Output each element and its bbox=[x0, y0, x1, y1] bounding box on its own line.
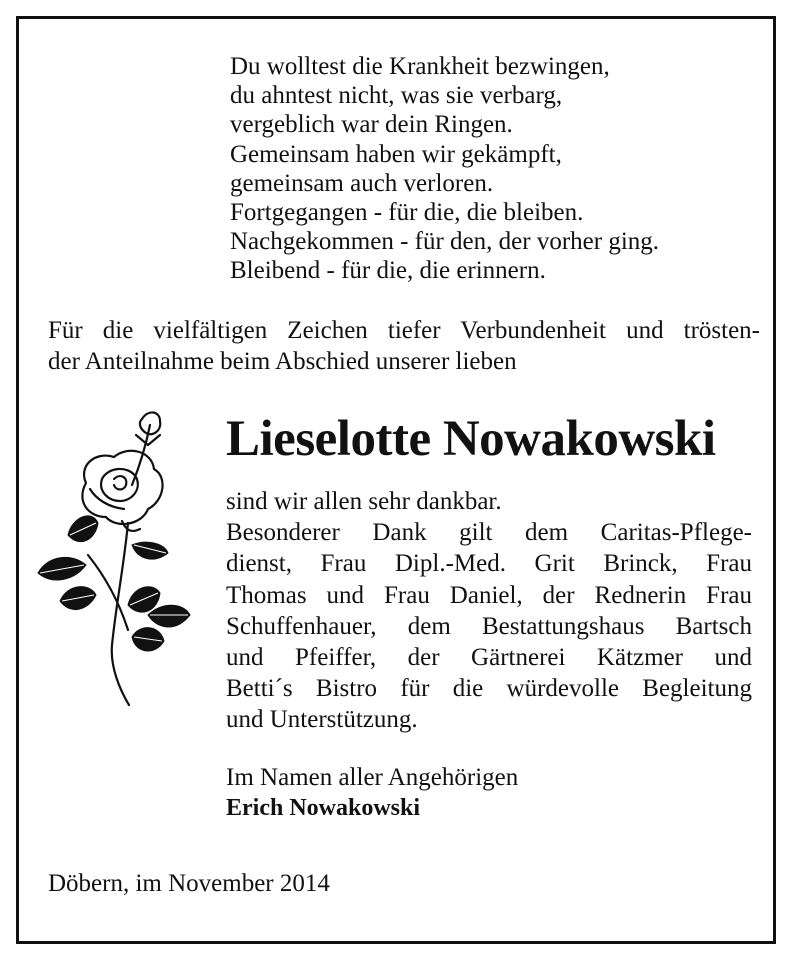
place-date: Döbern, im November 2014 bbox=[48, 870, 330, 897]
thanks-line: Thomas und Frau Daniel, der Rednerin Frau bbox=[226, 581, 752, 609]
rose-stem bbox=[112, 523, 129, 705]
poem-line: Bleibend - für die, die erinnern. bbox=[230, 257, 546, 285]
poem-line: Fortgegangen - für die, die bleiben. bbox=[230, 199, 584, 227]
thanks-line: dienst, Frau Dipl.-Med. Grit Brinck, Frau bbox=[226, 550, 752, 578]
rose-illustration bbox=[28, 405, 198, 715]
poem-line: Nachgekommen - für den, der vorher ging. bbox=[230, 228, 660, 256]
poem-line: vergeblich war dein Ringen. bbox=[230, 111, 513, 139]
rose-leaf bbox=[132, 542, 168, 559]
rose-leaf bbox=[148, 605, 190, 627]
rose-petal-outer bbox=[82, 451, 162, 524]
intro-line: Für die vielfältigen Zeichen tiefer Verbundenheit und trösten- bbox=[48, 317, 760, 344]
on-behalf-text: Im Namen aller Angehörigen bbox=[226, 764, 519, 791]
thanks-line: und Pfeiffer, der Gärtnerei Kätzmer und bbox=[226, 644, 752, 672]
poem-line: du ahntest nicht, was sie verbarg, bbox=[230, 82, 563, 110]
deceased-name: Lieselotte Nowakowski bbox=[226, 411, 716, 467]
poem-line: gemeinsam auch verloren. bbox=[230, 169, 494, 197]
thanks-text bbox=[226, 486, 752, 736]
poem-line: Du wolltest die Krankheit bezwingen, bbox=[230, 53, 610, 80]
thanks-line: Schuffenhauer, dem Bestattungshaus Bartsch bbox=[226, 612, 752, 640]
intro-line: der Anteilnahme beim Abschied unserer lieben bbox=[48, 348, 517, 375]
thanks-line: Betti´s Bistro für die würdevolle Begleitung bbox=[226, 675, 752, 703]
rose-petal-curl bbox=[90, 489, 124, 509]
intro-text bbox=[48, 315, 760, 377]
rose-bud bbox=[140, 412, 160, 434]
signoff bbox=[226, 762, 518, 824]
thanks-line: Besonderer Dank gilt dem Caritas-Pflege- bbox=[226, 519, 752, 547]
poem-line: Gemeinsam haben wir gekämpft, bbox=[230, 140, 562, 168]
signer-name: Erich Nowakowski bbox=[226, 795, 421, 821]
memorial-poem bbox=[230, 52, 750, 286]
rose-petal-center bbox=[114, 476, 126, 489]
thanks-line: sind wir allen sehr dankbar. bbox=[226, 488, 502, 515]
thanks-line: und Unterstützung. bbox=[226, 706, 418, 734]
